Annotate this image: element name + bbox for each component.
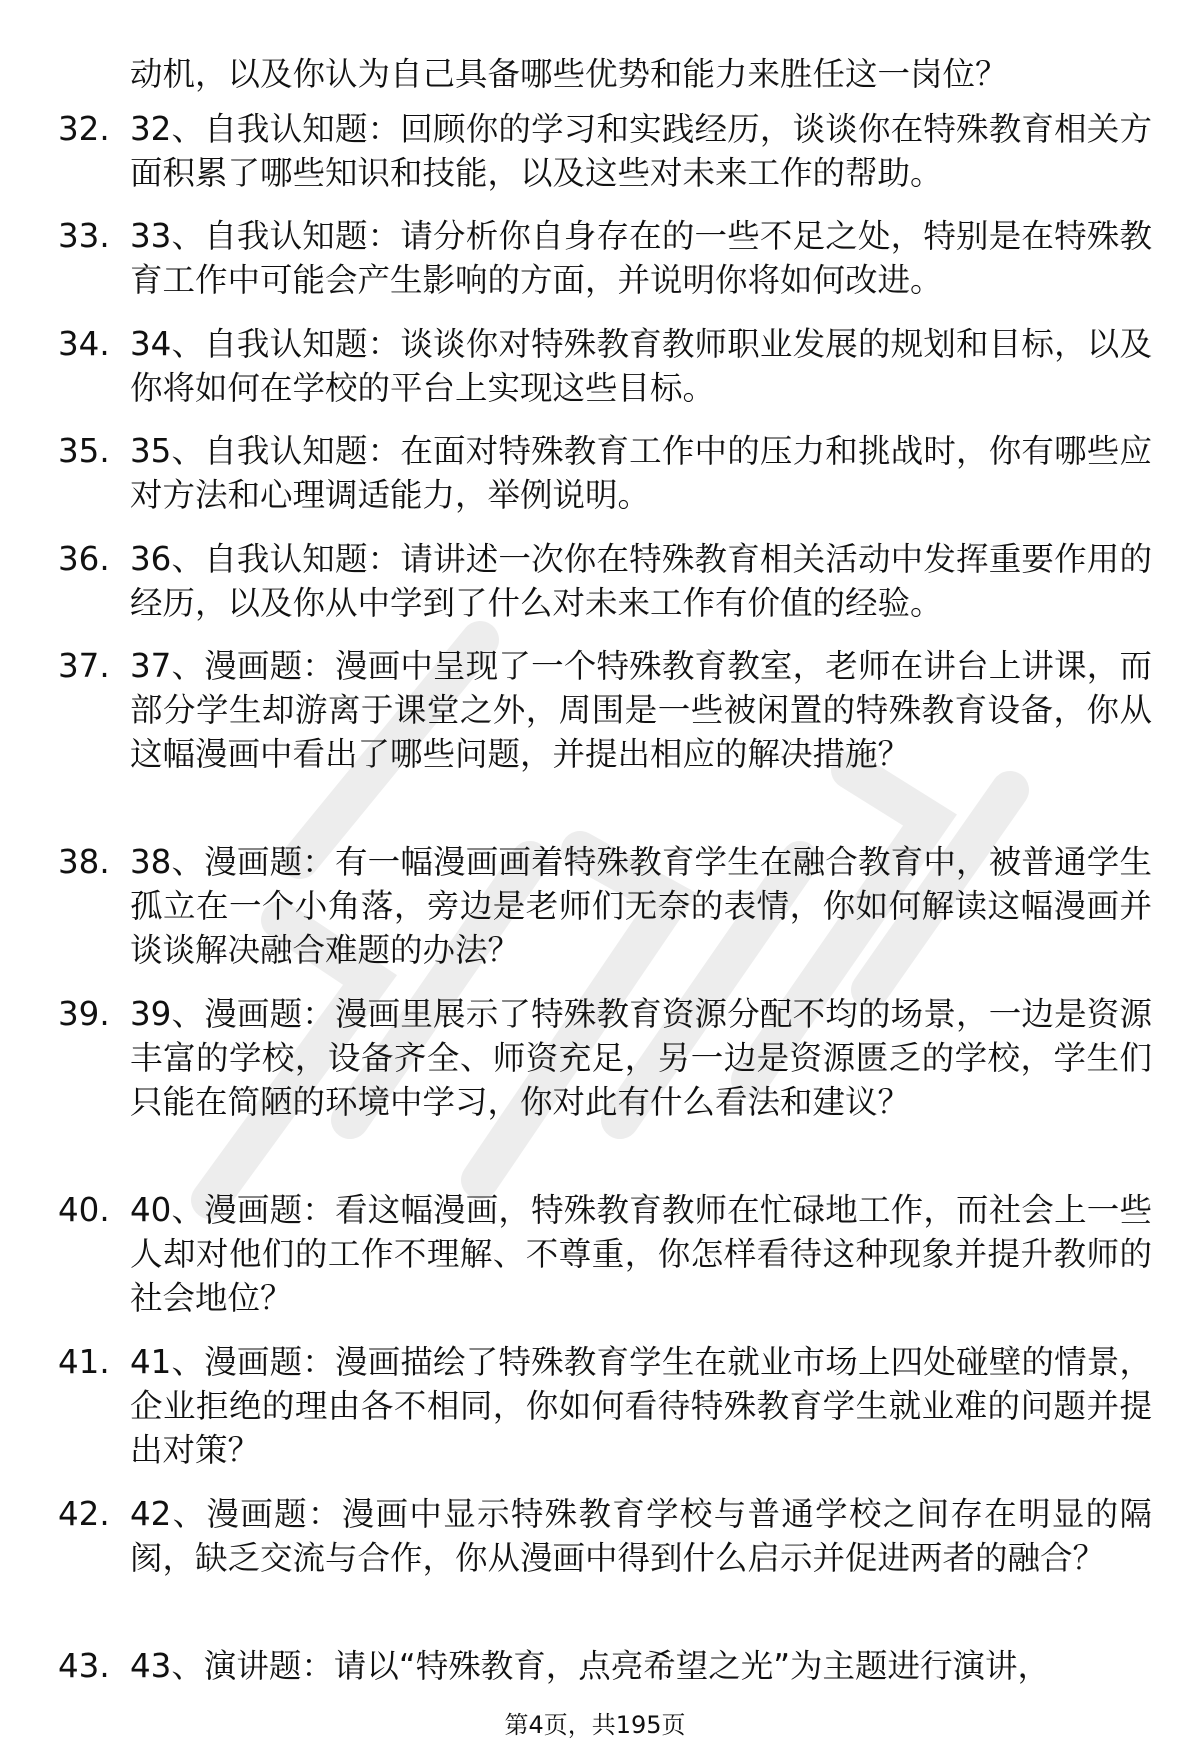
item-number: 38.	[58, 843, 110, 881]
item-text: 33、自我认知题：请分析你自身存在的一些不足之处，特别是在特殊教育工作中可能会产生影响的方面，并说明你将如何改进。	[130, 217, 1152, 299]
item-number: 32.	[58, 110, 110, 148]
item-number: 40.	[58, 1191, 110, 1229]
item-number: 34.	[58, 325, 110, 363]
item-text: 43、演讲题：请以“特殊教育，点亮希望之光”为主题进行演讲，	[130, 1647, 1051, 1685]
item-text: 40、漫画题：看这幅漫画，特殊教育教师在忙碌地工作，而社会上一些人却对他们的工作不理解、不尊重，你怎样看待这种现象并提升教师的社会地位？	[130, 1191, 1152, 1317]
item-number: 42.	[58, 1495, 110, 1533]
item-number: 35.	[58, 432, 110, 470]
item-text: 34、自我认知题：谈谈你对特殊教育教师职业发展的规划和目标，以及你将如何在学校的平台上实现这些目标。	[130, 325, 1152, 407]
item-number: 37.	[58, 647, 110, 685]
item-number: 39.	[58, 995, 110, 1033]
item-text: 35、自我认知题：在面对特殊教育工作中的压力和挑战时，你有哪些应对方法和心理调适能力，举例说明。	[130, 432, 1152, 514]
item-text: 41、漫画题：漫画描绘了特殊教育学生在就业市场上四处碰壁的情景，企业拒绝的理由各不相同，你如何看待特殊教育学生就业难的问题并提出对策？	[130, 1343, 1152, 1469]
item-text: 39、漫画题：漫画里展示了特殊教育资源分配不均的场景，一边是资源丰富的学校，设备齐全、师资充足，另一边是资源匮乏的学校，学生们只能在简陋的环境中学习，你对此有什么看法和建议？	[130, 995, 1152, 1121]
item-text: 37、漫画题：漫画中呈现了一个特殊教育教室，老师在讲台上讲课，而部分学生却游离于课堂之外，周围是一些被闲置的特殊教育设备，你从这幅漫画中看出了哪些问题，并提出相应的解决措施？	[130, 647, 1152, 773]
continued-text: 动机，以及你认为自己具备哪些优势和能力来胜任这一岗位？	[130, 55, 1008, 93]
page-number: 第4页，共195页	[504, 1711, 686, 1739]
item-text: 32、自我认知题：回顾你的学习和实践经历，谈谈你在特殊教育相关方面积累了哪些知识和技能，以及这些对未来工作的帮助。	[130, 110, 1152, 192]
item-text: 42、漫画题：漫画中显示特殊教育学校与普通学校之间存在明显的隔阂，缺乏交流与合作，你从漫画中得到什么启示并促进两者的融合？	[130, 1495, 1152, 1577]
item-number: 33.	[58, 217, 110, 255]
item-text: 36、自我认知题：请讲述一次你在特殊教育相关活动中发挥重要作用的经历，以及你从中学到了什么对未来工作有价值的经验。	[130, 540, 1152, 622]
item-number: 43.	[58, 1647, 110, 1685]
item-text: 38、漫画题：有一幅漫画画着特殊教育学生在融合教育中，被普通学生孤立在一个小角落，旁边是老师们无奈的表情，你如何解读这幅漫画并谈谈解决融合难题的办法？	[130, 843, 1152, 969]
item-number: 41.	[58, 1343, 110, 1381]
item-number: 36.	[58, 540, 110, 578]
